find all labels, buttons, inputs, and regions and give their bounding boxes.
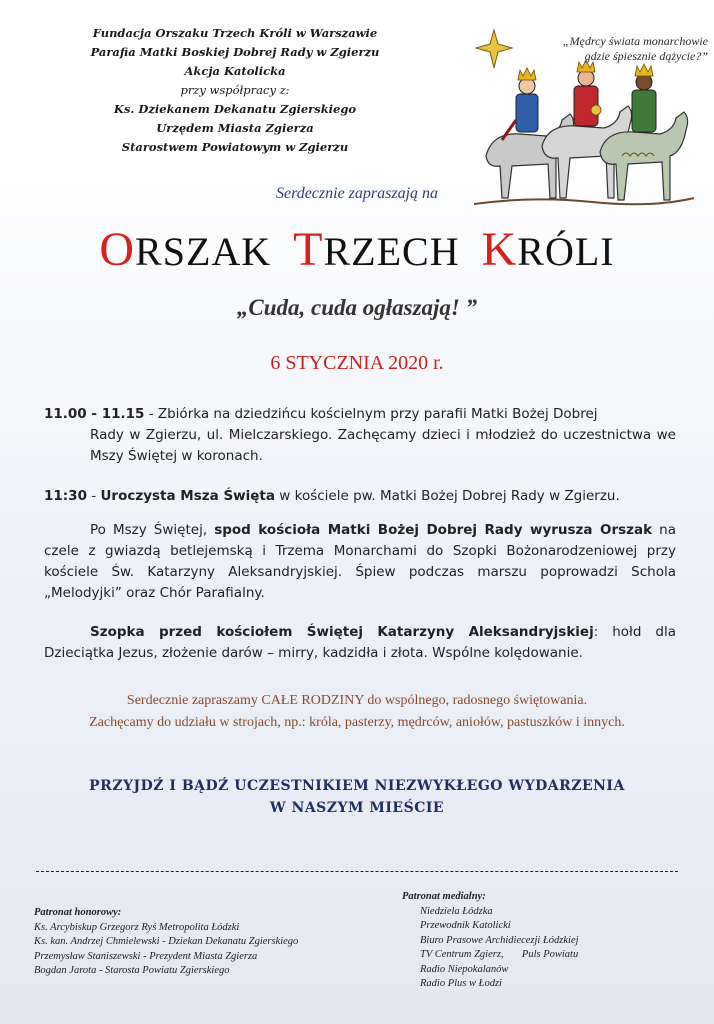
patron-item: Przemysław Staniszewski - Prezydent Miasta Zgierza xyxy=(34,950,258,962)
patron-item: Przewodnik Katolicki xyxy=(420,920,511,931)
cooperation-label: przy współpracy z: xyxy=(180,83,290,97)
partner-line: Ks. Dziekanem Dekanatu Zgierskiego xyxy=(113,102,357,116)
schedule-item-gathering xyxy=(44,404,676,467)
event-motto: „Cuda, cuda ogłaszają! ” xyxy=(236,295,478,320)
organizer-line: Parafia Matki Boskiej Dobrej Rady w Zgierzu xyxy=(90,45,380,59)
title-capital: T xyxy=(293,223,324,276)
star-icon xyxy=(476,30,512,68)
cta-line: PRZYJDŹ I BĄDŹ UCZESTNIKIEM NIEZWYKŁEGO WYDARZENIA xyxy=(89,778,625,794)
schedule-text: Rady w Zgierzu, ul. Mielczarskiego. Zachęcamy dzieci i młodzież do uczestnictwa we Mszy Świętej w koronach. xyxy=(90,427,676,464)
partner-line: Urzędem Miasta Zgierza xyxy=(156,121,314,135)
schedule-text: Po Mszy Świętej, xyxy=(90,522,215,538)
title-capital: K xyxy=(481,223,518,276)
schedule-text: - Zbiórka na dziedzińcu kościelnym przy parafii Matki Bożej Dobrej xyxy=(144,406,598,422)
schedule-time: 11:30 xyxy=(44,488,87,504)
quote-line: „Mędrcy świata monarchowie xyxy=(562,34,708,48)
schedule-highlight: Szopka przed kościołem Świętej Katarzyny Aleksandryjskiej xyxy=(90,624,594,640)
title-word-part: RSZAK xyxy=(135,229,272,274)
event-date: 6 STYCZNIA 2020 r. xyxy=(270,352,444,374)
schedule-highlight: Uroczysta Msza Święta xyxy=(100,488,275,504)
cta-line: W NASZYM MIEŚCIE xyxy=(269,800,445,816)
kings-quote xyxy=(508,34,708,64)
call-to-action xyxy=(0,775,714,819)
schedule-text: na czele z gwiazdą betlejemską i Trzema Monarchami do Szopki Bożonarodzeniowej przy kościele Św. Katarzyny Aleksandryjskiej. Śpiew podczas marszu poprowadzi Schola „Melodyjki” oraz Chór Parafialny. xyxy=(44,522,677,601)
title-word-part: RÓLI xyxy=(517,229,615,274)
title-word-part: RZECH xyxy=(323,229,460,274)
schedule-item-procession xyxy=(44,520,676,604)
organizer-line: Akcja Katolicka xyxy=(184,64,286,78)
section-divider xyxy=(36,871,678,872)
patron-item: Biuro Prasowe Archidiecezji Łódzkiej xyxy=(420,934,579,946)
schedule-item-mass xyxy=(44,486,684,507)
media-patrons xyxy=(402,890,702,992)
patron-item: Niedziela Łódzka xyxy=(420,905,493,917)
invitation-line: Serdecznie zapraszamy CAŁE RODZINY do wspólnego, radosnego świętowania. xyxy=(126,693,588,708)
schedule-time: 11.00 - 11.15 xyxy=(44,406,145,422)
quote-line: gdzie śpiesznie dążycie?” xyxy=(584,49,708,63)
invite-line: Serdecznie zapraszają na xyxy=(275,185,439,202)
schedule-text: : hołd dla Dzieciątka Jezus, złożenie darów – mirry, kadzidła i złota. Wspólne kolędowanie. xyxy=(44,624,676,661)
schedule-highlight: spod kościoła Matki Bożej Dobrej Rady wyrusza Orszak xyxy=(214,522,653,538)
organizer-line: Fundacja Orszaku Trzech Króli w Warszawie xyxy=(92,26,378,40)
schedule-item-nativity xyxy=(44,622,676,664)
invitation-line: Zachęcamy do udziału w strojach, np.: króla, pasterzy, mędrców, aniołów, pastuszków i innych. xyxy=(89,715,625,730)
event-title xyxy=(0,222,714,277)
patrons-heading: Patronat honorowy: xyxy=(34,907,122,918)
schedule-text: w kościele pw. Matki Bożej Dobrej Rady w Zgierzu. xyxy=(274,488,620,504)
family-invitation xyxy=(0,690,714,734)
patron-item: Ks. Arcybiskup Grzegorz Ryś Metropolita Łódzki xyxy=(34,921,240,933)
title-capital: O xyxy=(99,223,136,276)
patron-item: Ks. kan. Andrzej Chmielewski - Dziekan Dekanatu Zgierskiego xyxy=(34,936,299,947)
schedule-separator: - xyxy=(86,488,101,504)
patron-item: TV Centrum Zgierz, Puls Powiatu xyxy=(420,949,579,960)
patrons-heading: Patronat medialny: xyxy=(402,891,486,902)
patron-item: Bogdan Jarota - Starosta Powiatu Zgierskiego xyxy=(34,965,230,976)
partner-line: Starostwem Powiatowym w Zgierzu xyxy=(121,140,349,154)
patron-item: Radio Niepokalanów xyxy=(420,963,509,975)
organizers-block xyxy=(40,24,430,157)
patron-item: Radio Plus w Łodzi xyxy=(420,978,502,989)
honorary-patrons xyxy=(34,906,364,979)
